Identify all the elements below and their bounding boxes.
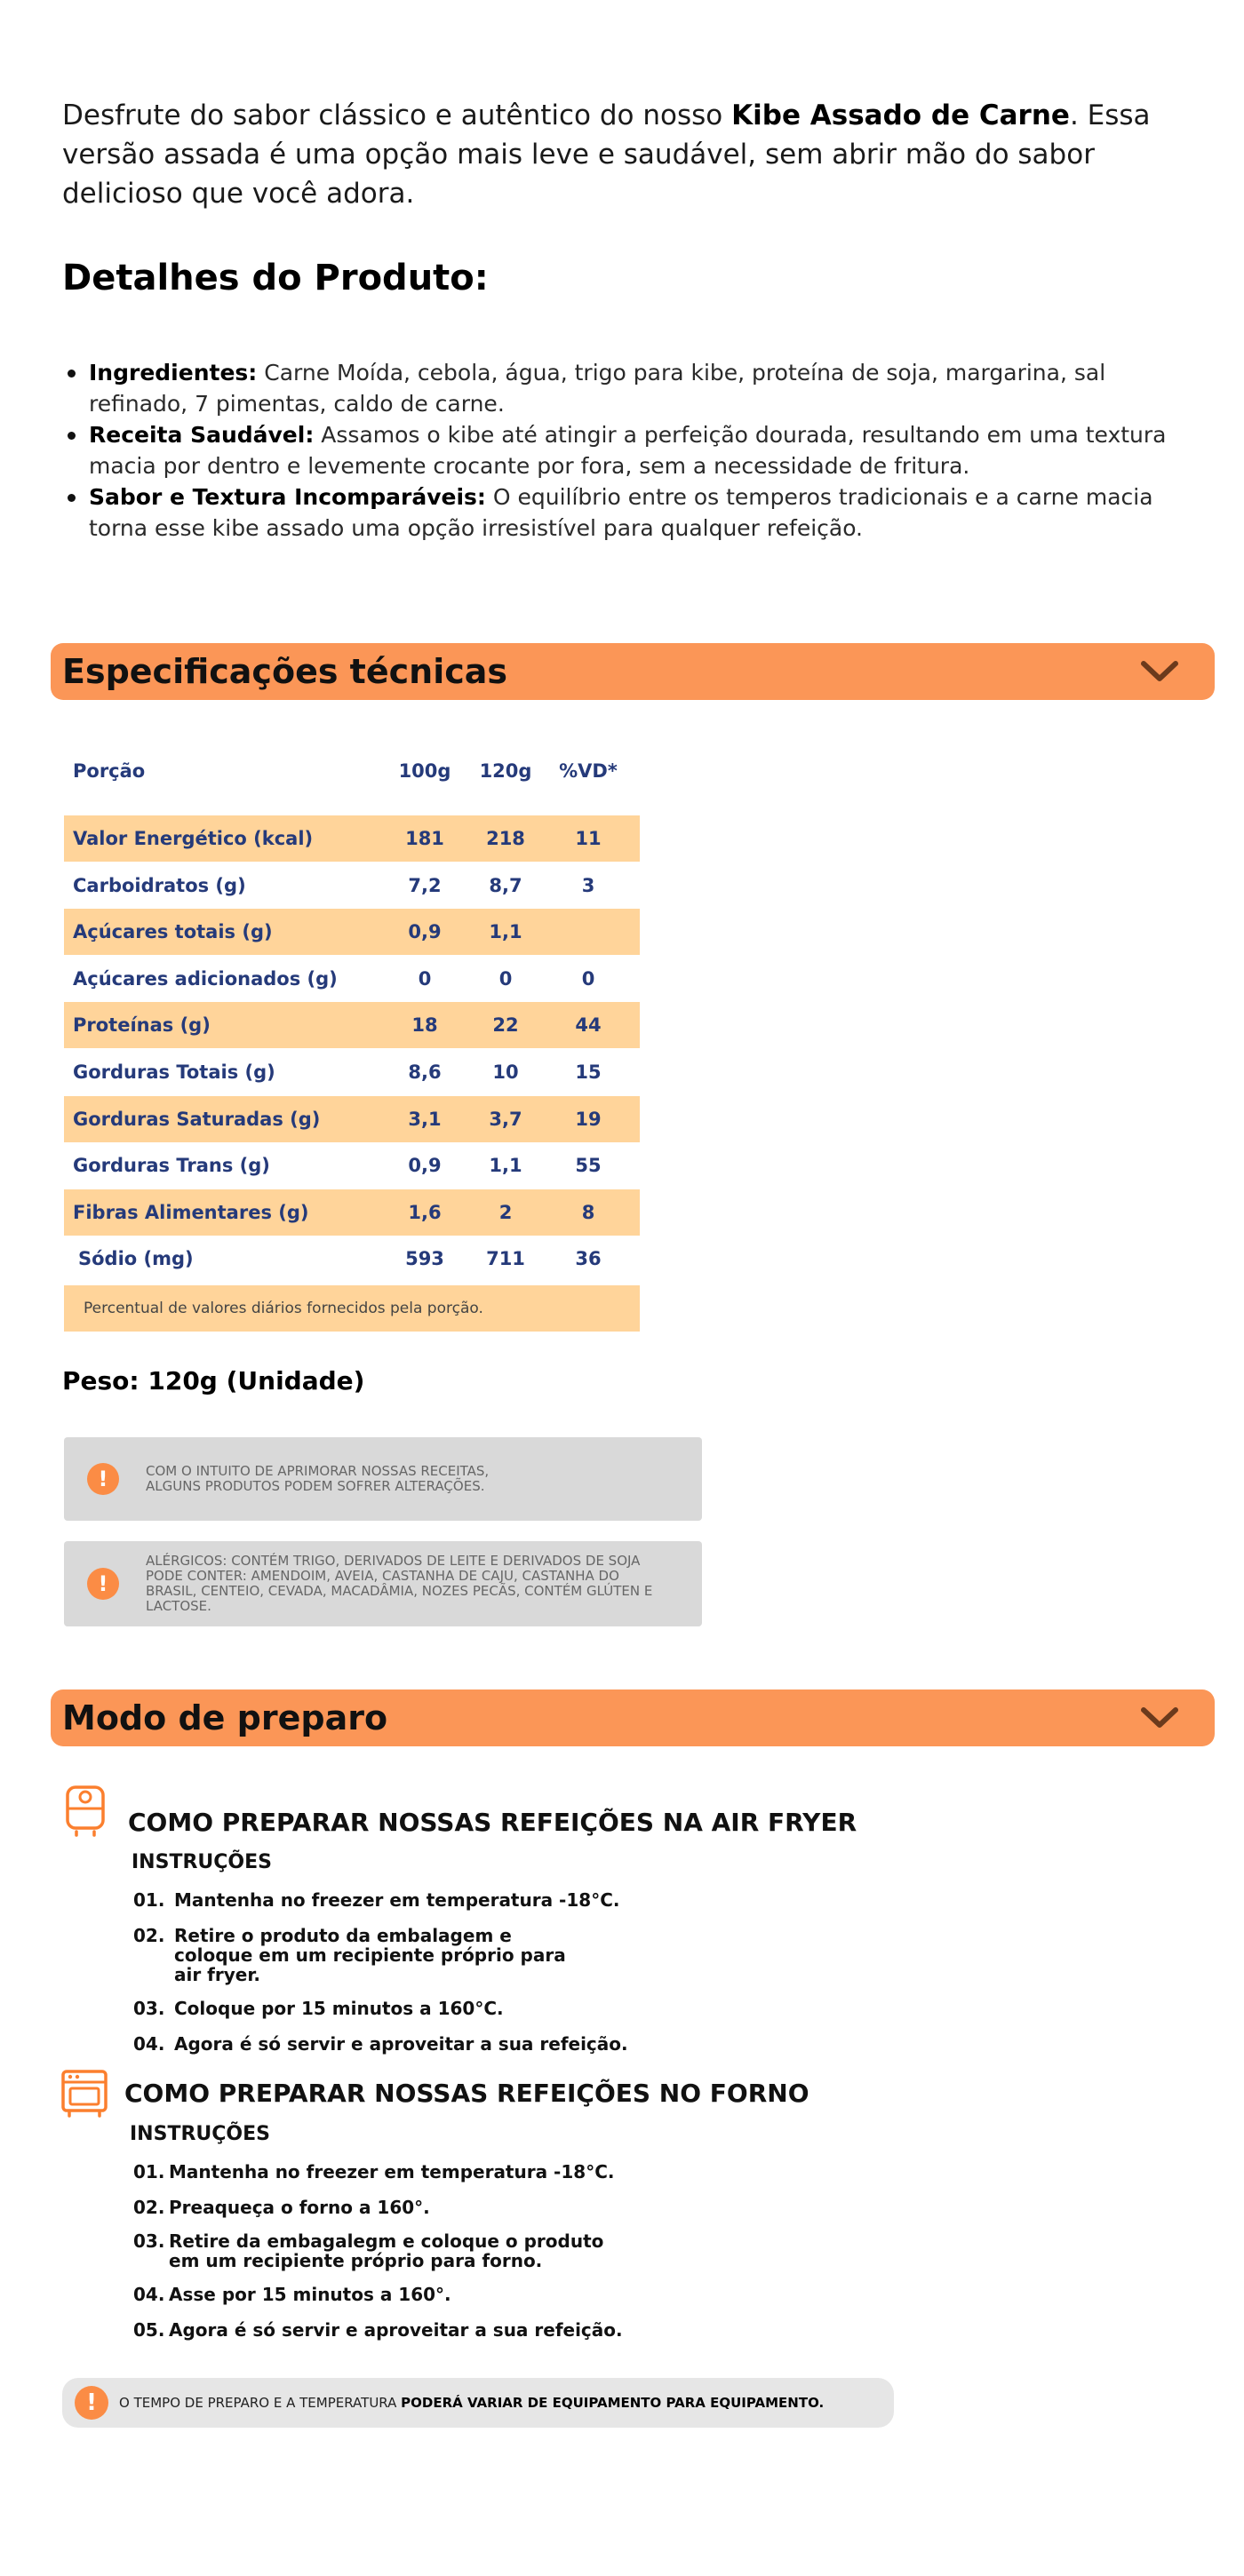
list-item [133,2198,631,2217]
step-text: Preaqueça o forno a 160°. [169,2197,430,2218]
value-120g: 1,1 [489,1155,522,1177]
oven-steps [133,2162,631,2340]
details-list [62,357,1191,544]
air-fryer-icon [60,1784,110,1837]
nutrition-header-row [64,744,640,798]
table-row [64,815,640,862]
value-100g: 0,9 [408,1155,442,1177]
prep-accordion-title: Modo de preparo [62,1698,388,1737]
table-footnote: Percentual de valores diários fornecidos pela porção. [64,1285,640,1332]
list-item [133,2162,631,2182]
value-100g: 0 [418,967,432,990]
nutrient-name: Valor Energético (kcal) [73,828,314,849]
header-120g: 120g [479,760,532,782]
notice-text: ALÉRGICOS: CONTÉM TRIGO, DERIVADOS DE LEITE E DERIVADOS DE SOJA PODE CONTER: AMENDOIM, AVEIA, CASTANHA DE CAJU, CASTANHA DO BRASIL, CENTEIO, CEVADA, MACADÂMIA, NOZES PECÃS, CONTÉM GLÚTEN E LACTOSE. [146,1553,653,1614]
step-number: 03. [133,2230,165,2252]
value-vd: 19 [575,1108,602,1130]
header-portion: Porção [73,760,146,782]
oven-instructions-label: INSTRUÇÕES [130,2123,270,2145]
list-item [133,2034,631,2054]
table-row [64,909,640,955]
oven-title: COMO PREPARAR NOSSAS REFEIÇÕES NO FORNO [124,2078,809,2108]
value-100g: 1,6 [408,1201,442,1223]
step-text: Retire da embagalegm e coloque o produto em um recipiente próprio para forno. [169,2230,604,2271]
detail-label: Ingredientes: [89,360,258,386]
header-100g: 100g [398,760,451,782]
value-100g: 593 [405,1248,444,1270]
value-vd: 3 [581,874,595,896]
intro-text-end: . Essa versão assada é uma opção mais leve e saudável, sem abrir mão do sabor delicioso que você adora. [62,99,1151,210]
list-item [133,1999,631,2018]
nutrient-name: Sódio (mg) [78,1248,194,1270]
detail-text: O equilíbrio entre os temperos tradicionais e a carne macia torna esse kibe assado uma opção irresistível para qualquer refeição. [89,484,1153,541]
allergen-notice [64,1541,702,1626]
details-title: Detalhes do Produto: [62,258,489,298]
table-row [64,1142,640,1189]
step-text: Coloque por 15 minutos a 160°C. [174,1998,504,2019]
list-item [62,357,1191,419]
exclamation-icon: ! [75,2386,108,2420]
detail-label: Receita Saudável: [89,422,315,448]
step-text: Mantenha no freezer em temperatura -18°C. [174,1889,620,1911]
table-row [64,1002,640,1048]
value-vd: 0 [581,967,595,990]
detail-label: Sabor e Textura Incomparáveis: [89,484,486,510]
table-row [64,1049,640,1095]
exclamation-icon: ! [87,1568,119,1600]
table-row [64,956,640,1002]
value-100g: 18 [411,1014,438,1037]
list-item [62,419,1191,481]
nutrient-name: Fibras Alimentares (g) [73,1201,309,1223]
nutrient-name: Gorduras Totais (g) [73,1061,275,1083]
value-120g: 3,7 [489,1108,522,1130]
value-120g: 22 [492,1014,519,1037]
table-row [64,1189,640,1236]
step-text: Asse por 15 minutos a 160°. [169,2284,451,2305]
prep-time-notice [62,2378,894,2428]
detail-text: Assamos o kibe até atingir a perfeição dourada, resultando em uma textura macia por dentro e levemente crocante por fora, sem a necessidade de fritura. [89,422,1167,479]
value-vd: 15 [575,1061,602,1083]
value-120g: 711 [486,1248,525,1270]
oven-heading [60,2066,809,2119]
airfryer-title: COMO PREPARAR NOSSAS REFEIÇÕES NA AIR FRYER [128,1807,857,1837]
product-intro [62,96,1164,213]
step-text: Mantenha no freezer em temperatura -18°C. [169,2161,615,2182]
step-number: 05. [133,2319,165,2341]
header-vd: %VD* [559,760,618,782]
tip-text [119,2395,824,2411]
list-item [133,2231,631,2270]
value-120g: 0 [498,967,513,990]
value-120g: 1,1 [489,921,522,943]
product-name: Kibe Assado de Carne [731,99,1070,131]
list-item [133,2320,631,2340]
nutrient-name: Proteínas (g) [73,1014,211,1037]
value-120g: 2 [498,1201,513,1223]
value-vd: 11 [575,828,602,849]
step-number: 04. [133,2284,165,2305]
nutrient-name: Gorduras Trans (g) [73,1155,270,1177]
step-number: 04. [133,2033,165,2055]
nutrient-name: Gorduras Saturadas (g) [73,1108,321,1130]
step-text: Retire o produto da embalagem e coloque em um recipiente próprio para air fryer. [174,1925,566,1985]
value-100g: 8,6 [408,1061,442,1083]
chevron-down-icon [1140,659,1179,684]
tip-text-regular: O TEMPO DE PREPARO E A TEMPERATURA [119,2395,402,2411]
nutrition-table [64,744,640,1332]
tip-text-bold: PODERÁ VARIAR DE EQUIPAMENTO PARA EQUIPAMENTO. [401,2395,825,2411]
detail-text: Carne Moída, cebola, água, trigo para kibe, proteína de soja, margarina, sal refinado, 7 pimentas, caldo de carne. [89,360,1106,417]
value-vd: 36 [575,1248,602,1270]
nutrient-name: Açúcares adicionados (g) [73,967,338,990]
airfryer-steps [133,1890,631,2054]
value-120g: 8,7 [489,874,522,896]
step-number: 02. [133,1925,165,1946]
chevron-down-icon [1140,1705,1179,1730]
value-vd: 8 [581,1201,595,1223]
intro-text: Desfrute do sabor clássico e autêntico do nosso [62,99,732,131]
notice-text: COM O INTUITO DE APRIMORAR NOSSAS RECEITAS, ALGUNS PRODUTOS PODEM SOFRER ALTERAÇÕES. [146,1463,490,1494]
step-number: 01. [133,1889,165,1911]
value-100g: 7,2 [408,874,442,896]
value-vd: 44 [575,1014,602,1037]
list-item [62,481,1191,544]
oven-icon [60,2066,110,2119]
recipe-change-notice [64,1437,702,1521]
value-vd: 55 [575,1155,602,1177]
exclamation-icon: ! [87,1463,119,1495]
list-item [133,1890,631,1910]
value-100g: 0,9 [408,921,442,943]
specs-accordion-title: Especificações técnicas [62,652,508,691]
list-item [133,2285,631,2304]
airfryer-heading [60,1784,857,1837]
value-100g: 181 [405,828,444,849]
nutrient-name: Carboidratos (g) [73,874,246,896]
specs-accordion-toggle[interactable] [51,643,1215,700]
product-weight: Peso: 120g (Unidade) [62,1366,365,1395]
prep-accordion-toggle[interactable] [51,1690,1215,1746]
step-text: Agora é só servir e aproveitar a sua refeição. [174,2033,628,2055]
value-120g: 218 [486,828,525,849]
table-row [64,863,640,909]
value-100g: 3,1 [408,1108,442,1130]
step-text: Agora é só servir e aproveitar a sua refeição. [169,2319,623,2341]
step-number: 03. [133,1998,165,2019]
table-row [64,1096,640,1142]
step-number: 01. [133,2161,165,2182]
step-number: 02. [133,2197,165,2218]
list-item [133,1926,631,1984]
value-120g: 10 [492,1061,519,1083]
nutrient-name: Açúcares totais (g) [73,921,273,943]
airfryer-instructions-label: INSTRUÇÕES [132,1851,272,1873]
table-row [64,1236,640,1282]
